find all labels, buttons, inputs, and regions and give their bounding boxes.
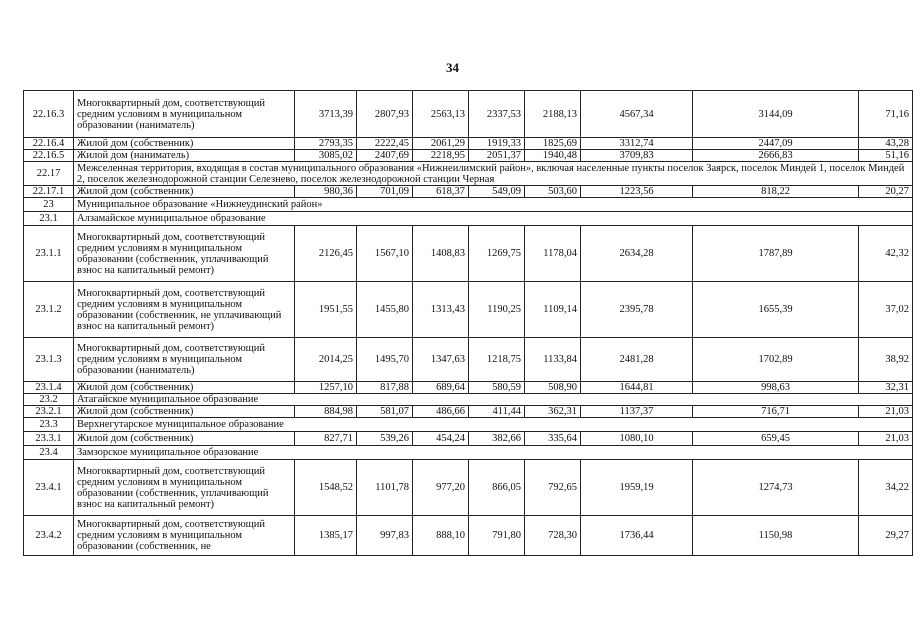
row-number: 23.1.2 bbox=[24, 282, 74, 338]
value-cell: 37,02 bbox=[859, 282, 913, 338]
value-cell: 1385,17 bbox=[295, 516, 357, 556]
value-cell: 2218,95 bbox=[413, 150, 469, 162]
value-cell: 817,88 bbox=[357, 382, 413, 394]
table-row bbox=[24, 460, 913, 516]
value-cell: 2666,83 bbox=[693, 150, 859, 162]
table-row bbox=[24, 226, 913, 282]
table-row bbox=[24, 382, 913, 394]
value-cell: 51,16 bbox=[859, 150, 913, 162]
housing-type: Многоквартирный дом, соответствующий средним условиям в муниципальном образовании (собственник, уплачивающий взнос на капитальный ремонт) bbox=[74, 460, 295, 516]
section-title: Межселенная территория, входящая в состав муниципального образования «Нижнеилимский район», включая населенные пункты поселок Заярск, поселок Миндей 1, поселок Миндей 2, поселок железнодорожной станции Селезнево, поселок железнодорожной станции Черная bbox=[74, 162, 913, 186]
section-row bbox=[24, 394, 913, 406]
value-cell: 689,64 bbox=[413, 382, 469, 394]
value-cell: 1313,43 bbox=[413, 282, 469, 338]
section-title: Алзамайское муниципальное образование bbox=[74, 212, 913, 226]
value-cell: 998,63 bbox=[693, 382, 859, 394]
section-title: Муниципальное образование «Нижнеудинский район» bbox=[74, 198, 913, 212]
value-cell: 38,92 bbox=[859, 338, 913, 382]
value-cell: 43,28 bbox=[859, 138, 913, 150]
value-cell: 2563,13 bbox=[413, 91, 469, 138]
value-cell: 1269,75 bbox=[469, 226, 525, 282]
value-cell: 3144,09 bbox=[693, 91, 859, 138]
section-row bbox=[24, 212, 913, 226]
value-cell: 1495,70 bbox=[357, 338, 413, 382]
section-row bbox=[24, 162, 913, 186]
value-cell: 382,66 bbox=[469, 432, 525, 446]
value-cell: 3709,83 bbox=[581, 150, 693, 162]
value-cell: 997,83 bbox=[357, 516, 413, 556]
value-cell: 728,30 bbox=[525, 516, 581, 556]
table-row bbox=[24, 91, 913, 138]
value-cell: 20,27 bbox=[859, 186, 913, 198]
row-number: 22.16.5 bbox=[24, 150, 74, 162]
value-cell: 29,27 bbox=[859, 516, 913, 556]
value-cell: 1655,39 bbox=[693, 282, 859, 338]
table-row bbox=[24, 186, 913, 198]
value-cell: 1959,19 bbox=[581, 460, 693, 516]
value-cell: 2014,25 bbox=[295, 338, 357, 382]
value-cell: 71,16 bbox=[859, 91, 913, 138]
value-cell: 2051,37 bbox=[469, 150, 525, 162]
row-number: 23.2.1 bbox=[24, 406, 74, 418]
value-cell: 2222,45 bbox=[357, 138, 413, 150]
section-title: Замзорское муниципальное образование bbox=[74, 446, 913, 460]
value-cell: 1133,84 bbox=[525, 338, 581, 382]
value-cell: 618,37 bbox=[413, 186, 469, 198]
row-number: 22.17.1 bbox=[24, 186, 74, 198]
value-cell: 980,36 bbox=[295, 186, 357, 198]
value-cell: 21,03 bbox=[859, 432, 913, 446]
value-cell: 818,22 bbox=[693, 186, 859, 198]
section-title: Верхнегутарское муниципальное образование bbox=[74, 418, 913, 432]
value-cell: 1178,04 bbox=[525, 226, 581, 282]
row-number: 23.2 bbox=[24, 394, 74, 406]
value-cell: 1408,83 bbox=[413, 226, 469, 282]
table-body bbox=[24, 91, 913, 556]
row-number: 23.4 bbox=[24, 446, 74, 460]
section-row bbox=[24, 198, 913, 212]
value-cell: 1109,14 bbox=[525, 282, 581, 338]
value-cell: 4567,34 bbox=[581, 91, 693, 138]
table-row bbox=[24, 516, 913, 556]
value-cell: 2337,53 bbox=[469, 91, 525, 138]
page-number: 34 bbox=[446, 60, 459, 75]
value-cell: 1702,89 bbox=[693, 338, 859, 382]
value-cell: 539,26 bbox=[357, 432, 413, 446]
value-cell: 32,31 bbox=[859, 382, 913, 394]
value-cell: 411,44 bbox=[469, 406, 525, 418]
row-number: 23.1 bbox=[24, 212, 74, 226]
housing-type: Жилой дом (наниматель) bbox=[74, 150, 295, 162]
value-cell: 3085,02 bbox=[295, 150, 357, 162]
value-cell: 659,45 bbox=[693, 432, 859, 446]
value-cell: 508,90 bbox=[525, 382, 581, 394]
value-cell: 716,71 bbox=[693, 406, 859, 418]
value-cell: 2447,09 bbox=[693, 138, 859, 150]
table-row bbox=[24, 406, 913, 418]
value-cell: 1919,33 bbox=[469, 138, 525, 150]
value-cell: 2126,45 bbox=[295, 226, 357, 282]
value-cell: 1190,25 bbox=[469, 282, 525, 338]
row-number: 23.3 bbox=[24, 418, 74, 432]
value-cell: 3312,74 bbox=[581, 138, 693, 150]
value-cell: 362,31 bbox=[525, 406, 581, 418]
housing-type: Многоквартирный дом, соответствующий средним условиям в муниципальном образовании (наниматель) bbox=[74, 338, 295, 382]
value-cell: 1940,48 bbox=[525, 150, 581, 162]
value-cell: 42,32 bbox=[859, 226, 913, 282]
table-row bbox=[24, 282, 913, 338]
section-row bbox=[24, 446, 913, 460]
tariff-table bbox=[23, 90, 913, 556]
table-row bbox=[24, 150, 913, 162]
value-cell: 2061,29 bbox=[413, 138, 469, 150]
value-cell: 335,64 bbox=[525, 432, 581, 446]
value-cell: 791,80 bbox=[469, 516, 525, 556]
value-cell: 701,09 bbox=[357, 186, 413, 198]
value-cell: 1825,69 bbox=[525, 138, 581, 150]
housing-type: Многоквартирный дом, соответствующий средним условиям в муниципальном образовании (собственник, не bbox=[74, 516, 295, 556]
value-cell: 1150,98 bbox=[693, 516, 859, 556]
housing-type: Жилой дом (собственник) bbox=[74, 382, 295, 394]
table-row bbox=[24, 338, 913, 382]
table-row bbox=[24, 138, 913, 150]
value-cell: 1223,56 bbox=[581, 186, 693, 198]
value-cell: 2481,28 bbox=[581, 338, 693, 382]
value-cell: 792,65 bbox=[525, 460, 581, 516]
value-cell: 827,71 bbox=[295, 432, 357, 446]
table-row bbox=[24, 432, 913, 446]
value-cell: 580,59 bbox=[469, 382, 525, 394]
row-number: 23.4.2 bbox=[24, 516, 74, 556]
row-number: 22.16.3 bbox=[24, 91, 74, 138]
housing-type: Жилой дом (собственник) bbox=[74, 186, 295, 198]
value-cell: 1101,78 bbox=[357, 460, 413, 516]
value-cell: 2188,13 bbox=[525, 91, 581, 138]
value-cell: 884,98 bbox=[295, 406, 357, 418]
row-number: 23.3.1 bbox=[24, 432, 74, 446]
value-cell: 1080,10 bbox=[581, 432, 693, 446]
value-cell: 1644,81 bbox=[581, 382, 693, 394]
housing-type: Жилой дом (собственник) bbox=[74, 138, 295, 150]
value-cell: 503,60 bbox=[525, 186, 581, 198]
value-cell: 2807,93 bbox=[357, 91, 413, 138]
value-cell: 486,66 bbox=[413, 406, 469, 418]
value-cell: 2395,78 bbox=[581, 282, 693, 338]
row-number: 23.1.4 bbox=[24, 382, 74, 394]
value-cell: 1455,80 bbox=[357, 282, 413, 338]
value-cell: 1274,73 bbox=[693, 460, 859, 516]
value-cell: 977,20 bbox=[413, 460, 469, 516]
housing-type: Жилой дом (собственник) bbox=[74, 406, 295, 418]
value-cell: 1137,37 bbox=[581, 406, 693, 418]
housing-type: Многоквартирный дом, соответствующий средним условиям в муниципальном образовании (собственник, уплачивающий взнос на капитальный ремонт) bbox=[74, 226, 295, 282]
value-cell: 1951,55 bbox=[295, 282, 357, 338]
housing-type: Многоквартирный дом, соответствующий средним условиям в муниципальном образовании (наниматель) bbox=[74, 91, 295, 138]
section-title: Атагайское муниципальное образование bbox=[74, 394, 913, 406]
value-cell: 1736,44 bbox=[581, 516, 693, 556]
row-number: 22.17 bbox=[24, 162, 74, 186]
value-cell: 34,22 bbox=[859, 460, 913, 516]
value-cell: 581,07 bbox=[357, 406, 413, 418]
value-cell: 3713,39 bbox=[295, 91, 357, 138]
value-cell: 866,05 bbox=[469, 460, 525, 516]
section-row bbox=[24, 418, 913, 432]
value-cell: 1567,10 bbox=[357, 226, 413, 282]
row-number: 23.1.3 bbox=[24, 338, 74, 382]
row-number: 23.1.1 bbox=[24, 226, 74, 282]
value-cell: 2634,28 bbox=[581, 226, 693, 282]
value-cell: 21,03 bbox=[859, 406, 913, 418]
value-cell: 454,24 bbox=[413, 432, 469, 446]
value-cell: 1787,89 bbox=[693, 226, 859, 282]
value-cell: 2407,69 bbox=[357, 150, 413, 162]
value-cell: 1218,75 bbox=[469, 338, 525, 382]
value-cell: 1548,52 bbox=[295, 460, 357, 516]
row-number: 22.16.4 bbox=[24, 138, 74, 150]
housing-type: Жилой дом (собственник) bbox=[74, 432, 295, 446]
row-number: 23 bbox=[24, 198, 74, 212]
row-number: 23.4.1 bbox=[24, 460, 74, 516]
value-cell: 1257,10 bbox=[295, 382, 357, 394]
value-cell: 888,10 bbox=[413, 516, 469, 556]
value-cell: 549,09 bbox=[469, 186, 525, 198]
value-cell: 1347,63 bbox=[413, 338, 469, 382]
value-cell: 2793,35 bbox=[295, 138, 357, 150]
housing-type: Многоквартирный дом, соответствующий средним условиям в муниципальном образовании (собственник, не уплачивающий взнос на капитальный ремонт) bbox=[74, 282, 295, 338]
